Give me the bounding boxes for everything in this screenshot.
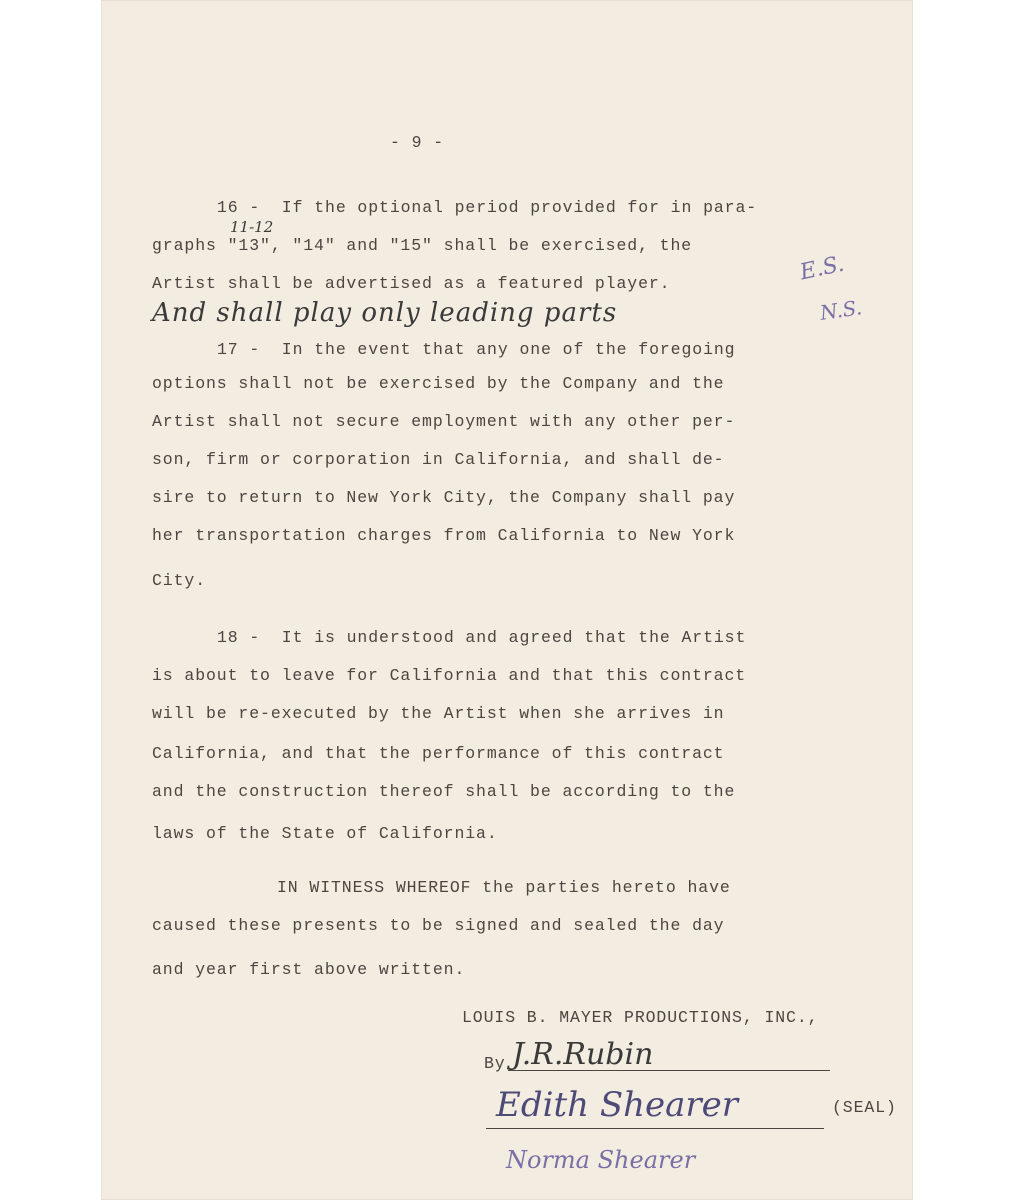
para17-line-6: her transportation charges from California to New York — [152, 526, 736, 545]
para17-line-7: City. — [152, 571, 207, 590]
para17-line-3: Artist shall not secure employment with any other per- — [152, 412, 736, 431]
artist-signature-2: Norma Shearer — [506, 1146, 696, 1174]
para18-line-2: is about to leave for California and that this contract — [152, 666, 747, 685]
para17-line-4: son, firm or corporation in California, and shall de- — [152, 450, 725, 469]
para17-line-1: 17 - In the event that any one of the foregoing — [217, 340, 736, 359]
company-name: LOUIS B. MAYER PRODUCTIONS, INC., — [462, 1008, 819, 1027]
witness-line-3: and year first above written. — [152, 960, 466, 979]
para18-line-4: California, and that the performance of this contract — [152, 744, 725, 763]
artist-signature-line — [486, 1128, 824, 1129]
margin-initials-1: E.S. — [797, 251, 847, 286]
artist-signature: Edith Shearer — [496, 1085, 739, 1125]
company-signature: J.R.Rubin — [512, 1037, 654, 1072]
para18-line-6: laws of the State of California. — [152, 824, 498, 843]
margin-initials-2: N.S. — [818, 295, 864, 325]
para16-line-3: Artist shall be advertised as a featured player. — [152, 274, 671, 293]
seal-label: (SEAL) — [832, 1098, 897, 1117]
handwritten-addition: And shall play only leading parts — [152, 298, 618, 328]
para16-line-1: 16 - If the optional period provided for in para- — [217, 198, 758, 217]
witness-line-1: IN WITNESS WHEREOF the parties hereto have — [277, 878, 731, 897]
witness-line-2: caused these presents to be signed and sealed the day — [152, 916, 725, 935]
handwritten-insert: 11-12 — [230, 218, 274, 236]
para18-line-5: and the construction thereof shall be according to the — [152, 782, 736, 801]
para17-line-2: options shall not be exercised by the Company and the — [152, 374, 725, 393]
para17-line-5: sire to return to New York City, the Company shall pay — [152, 488, 736, 507]
page-number: - 9 - — [390, 133, 445, 152]
para18-line-1: 18 - It is understood and agreed that the Artist — [217, 628, 747, 647]
para16-line-2: graphs "13", "14" and "15" shall be exercised, the — [152, 236, 693, 255]
by-label: By — [484, 1054, 506, 1073]
para18-line-3: will be re-executed by the Artist when she arrives in — [152, 704, 725, 723]
